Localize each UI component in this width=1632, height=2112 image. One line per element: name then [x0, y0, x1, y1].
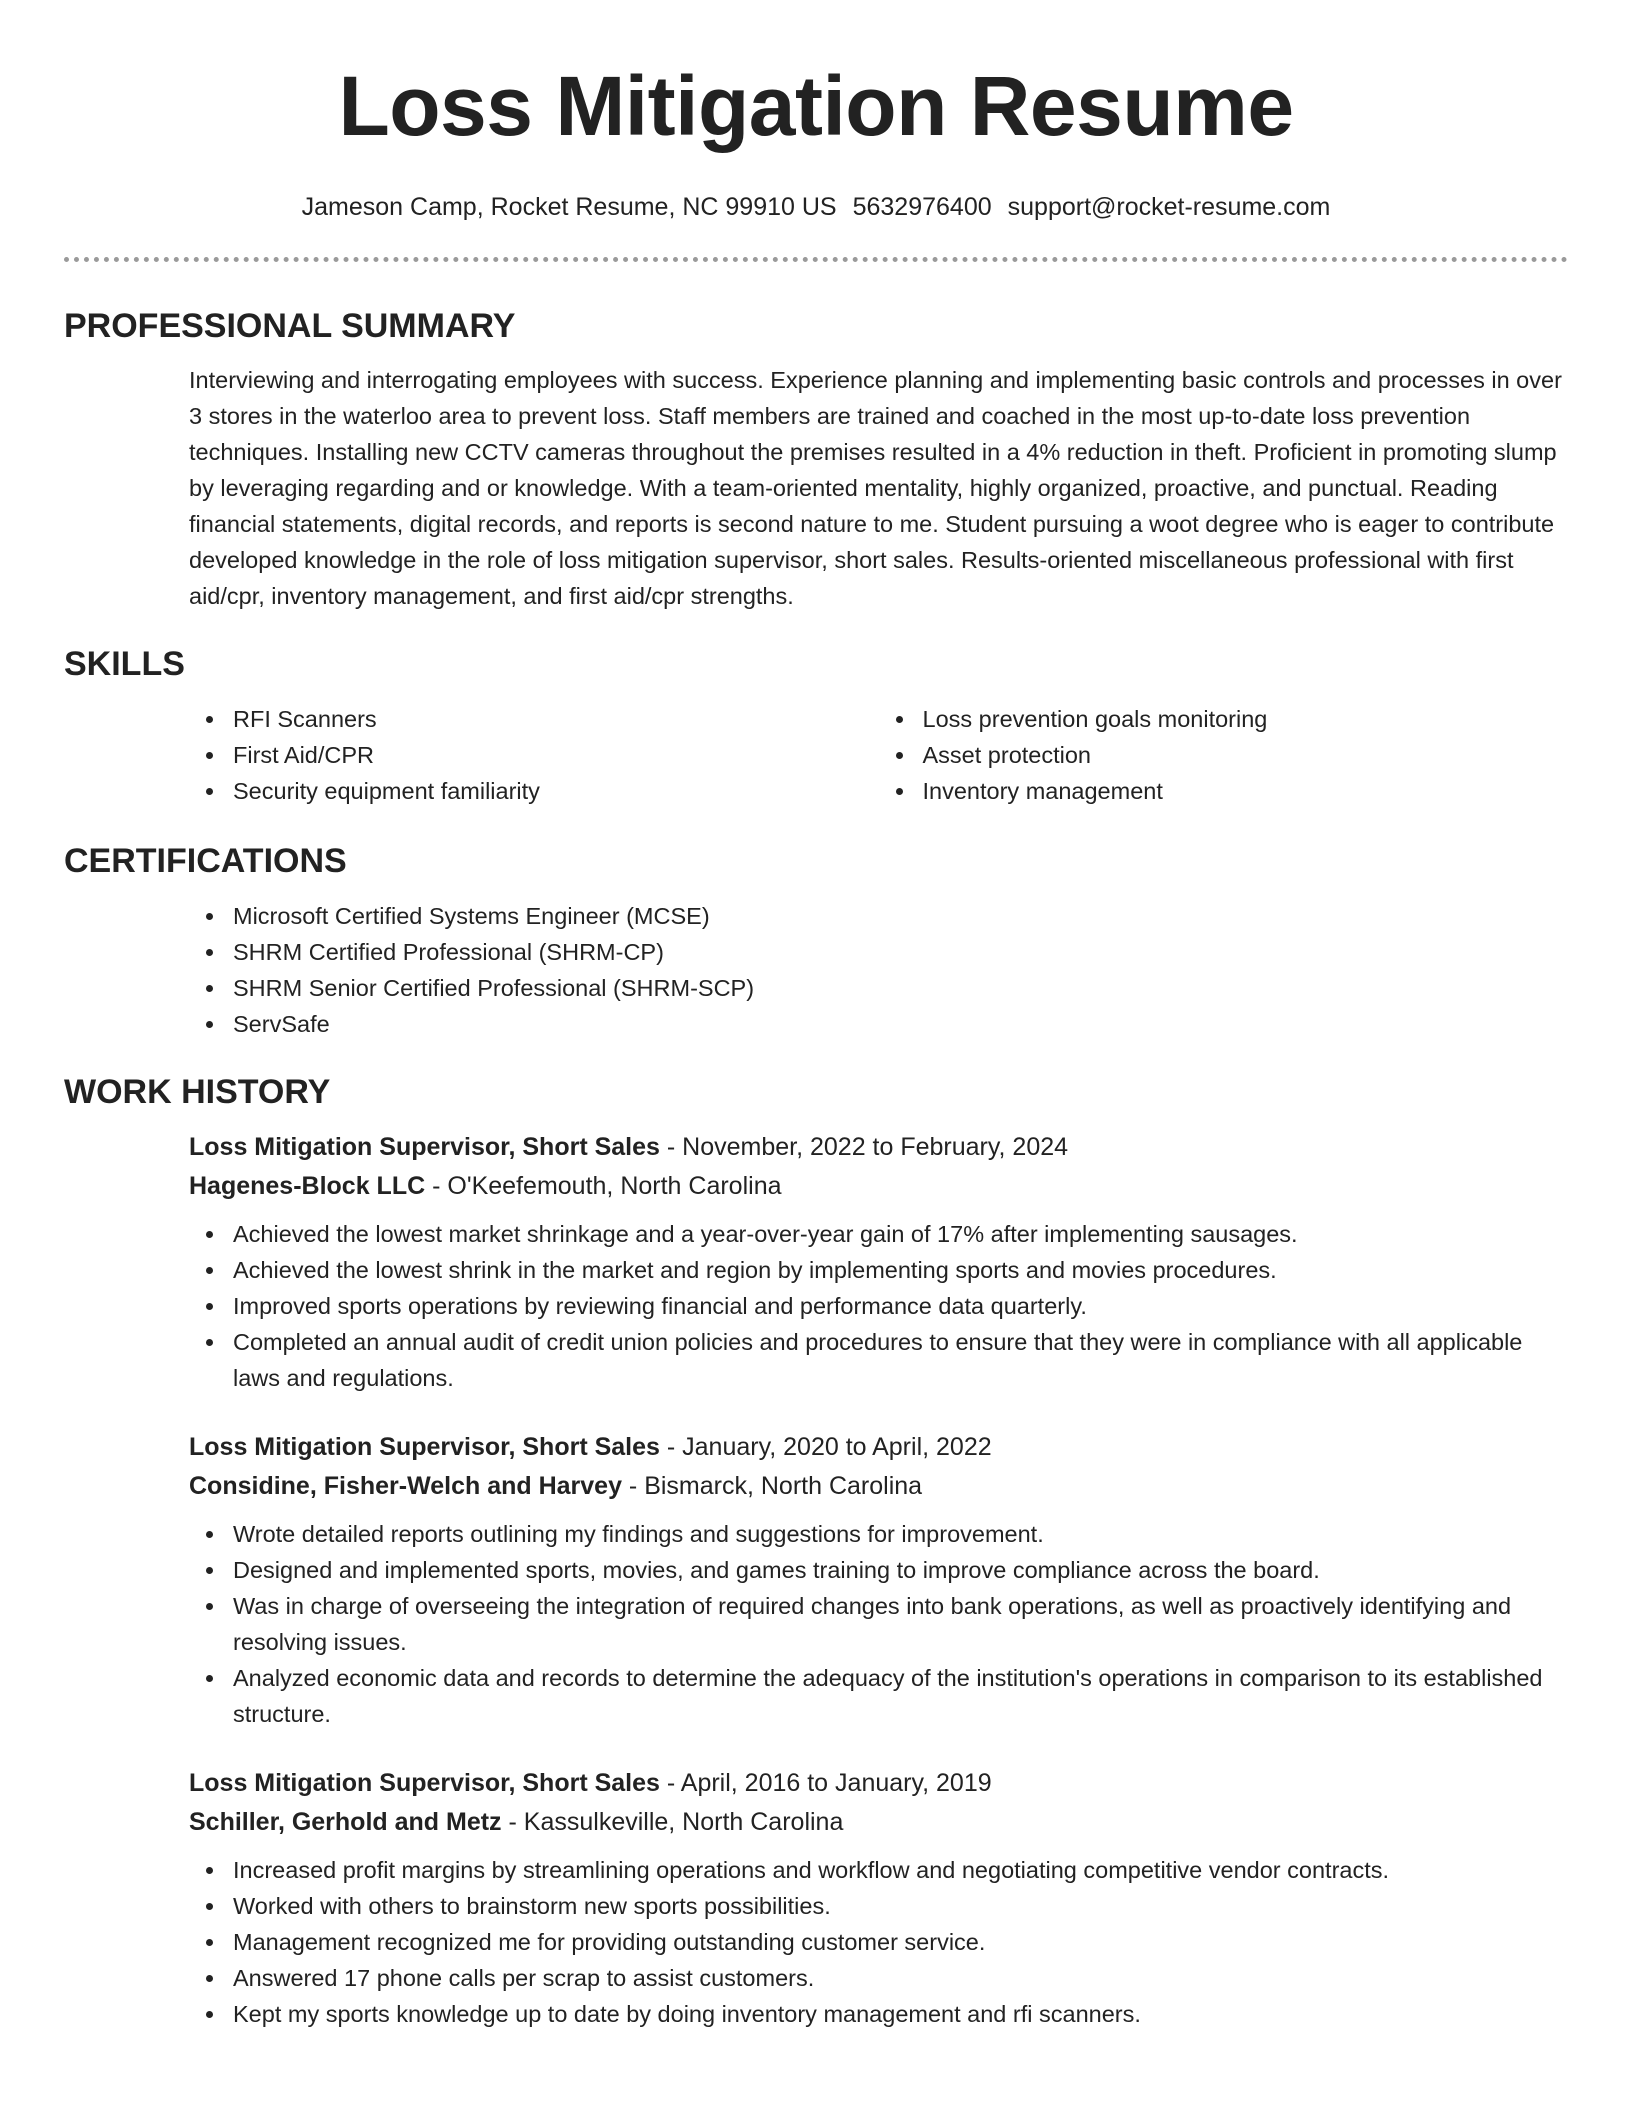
- summary-heading: PROFESSIONAL SUMMARY: [64, 307, 516, 345]
- job-location: - O'Keefemouth, North Carolina: [425, 1172, 782, 1200]
- job-duties: [189, 1216, 1568, 1396]
- job-duty-item: Analyzed economic data and records to determine the adequacy of the institution's operations in comparison to its established structure.: [233, 1660, 1568, 1732]
- job-duty-item: Was in charge of overseeing the integration of required changes into bank operations, as well as proactively identifying and resolving issues.: [233, 1588, 1568, 1660]
- job-duty-item: Answered 17 phone calls per scrap to assist customers.: [233, 1960, 1568, 1996]
- job-duty-item: Designed and implemented sports, movies, and games training to improve compliance across the board.: [233, 1552, 1568, 1588]
- job-duty-item: Management recognized me for providing outstanding customer service.: [233, 1924, 1568, 1960]
- job-title-line: [189, 1428, 1568, 1467]
- skills-list: [189, 701, 1568, 809]
- certification-item: Microsoft Certified Systems Engineer (MCSE): [233, 898, 1568, 934]
- skill-item: Inventory management: [923, 773, 1569, 809]
- contact-phone: 5632976400: [852, 193, 992, 221]
- job-duty-item: Kept my sports knowledge up to date by doing inventory management and rfi scanners.: [233, 1996, 1568, 2032]
- skills-heading: SKILLS: [64, 645, 185, 683]
- job-duty-item: Completed an annual audit of credit union policies and procedures to ensure that they were in compliance with all applicable laws and regulations.: [233, 1324, 1568, 1396]
- work-history-heading: WORK HISTORY: [64, 1073, 331, 1111]
- job-entry: [189, 1764, 1568, 2032]
- job-duty-item: Improved sports operations by reviewing financial and performance data quarterly.: [233, 1288, 1568, 1324]
- contact-email: support@rocket-resume.com: [1007, 193, 1331, 221]
- job-duty-item: Increased profit margins by streamlining operations and workflow and negotiating competitive vendor contracts.: [233, 1852, 1568, 1888]
- skill-item: RFI Scanners: [233, 701, 879, 737]
- certifications-heading: CERTIFICATIONS: [64, 842, 347, 880]
- job-duty-item: Achieved the lowest market shrinkage and a year-over-year gain of 17% after implementing sausages.: [233, 1216, 1568, 1252]
- job-duty-item: Achieved the lowest shrink in the market and region by implementing sports and movies procedures.: [233, 1252, 1568, 1288]
- resume-title: Loss Mitigation Resume: [338, 59, 1294, 153]
- job-entry: [189, 1128, 1568, 1396]
- job-title: Loss Mitigation Supervisor, Short Sales: [189, 1133, 660, 1161]
- job-dates: - January, 2020 to April, 2022: [659, 1433, 992, 1461]
- job-location: - Bismarck, North Carolina: [621, 1472, 923, 1500]
- summary-text: Interviewing and interrogating employees with success. Experience planning and implementing basic controls and processes in over 3 stores in the waterloo area to prevent loss. Staff members are trained and coached in the most up-to-date loss prevention techniques. Installing new CCTV cameras throughout the premises resulted in a 4% reduction in theft. Proficient in promoting slump by leveraging regarding and or knowledge. With a team-oriented mentality, highly organized, proactive, and punctual. Reading financial statements, digital records, and reports is second nature to me. Student pursuing a woot degree who is eager to contribute developed knowledge in the role of loss mitigation supervisor, short sales. Results-oriented miscellaneous professional with first aid/cpr, inventory management, and first aid/cpr strengths.: [189, 367, 1562, 609]
- job-location: - Kassulkeville, North Carolina: [501, 1808, 844, 1836]
- contact-address: Jameson Camp, Rocket Resume, NC 99910 US: [301, 193, 837, 221]
- skills-column-left: [189, 701, 879, 809]
- job-dates: - November, 2022 to February, 2024: [659, 1133, 1069, 1161]
- job-company-line: [189, 1167, 1568, 1206]
- skill-item: Asset protection: [923, 737, 1569, 773]
- skill-item: First Aid/CPR: [233, 737, 879, 773]
- job-company: Hagenes-Block LLC: [189, 1172, 426, 1200]
- job-title: Loss Mitigation Supervisor, Short Sales: [189, 1769, 660, 1797]
- job-company-line: [189, 1803, 1568, 1842]
- job-duty-item: Worked with others to brainstorm new sports possibilities.: [233, 1888, 1568, 1924]
- job-company: Considine, Fisher-Welch and Harvey: [189, 1472, 622, 1500]
- job-dates: - April, 2016 to January, 2019: [659, 1769, 992, 1797]
- job-company: Schiller, Gerhold and Metz: [189, 1808, 502, 1836]
- certifications-list: [189, 898, 1568, 1042]
- job-company-line: [189, 1467, 1568, 1506]
- job-title-line: [189, 1764, 1568, 1803]
- job-duties: [189, 1852, 1568, 2032]
- job-entry: [189, 1428, 1568, 1732]
- job-title: Loss Mitigation Supervisor, Short Sales: [189, 1433, 660, 1461]
- certification-item: ServSafe: [233, 1006, 1568, 1042]
- contact-line: [64, 192, 1568, 222]
- skill-item: Loss prevention goals monitoring: [923, 701, 1569, 737]
- job-duties: [189, 1516, 1568, 1732]
- skills-column-right: [879, 701, 1569, 809]
- skill-item: Security equipment familiarity: [233, 773, 879, 809]
- job-duty-item: Wrote detailed reports outlining my findings and suggestions for improvement.: [233, 1516, 1568, 1552]
- certification-item: SHRM Certified Professional (SHRM-CP): [233, 934, 1568, 970]
- header-divider: [64, 257, 1568, 262]
- job-title-line: [189, 1128, 1568, 1167]
- certification-item: SHRM Senior Certified Professional (SHRM-SCP): [233, 970, 1568, 1006]
